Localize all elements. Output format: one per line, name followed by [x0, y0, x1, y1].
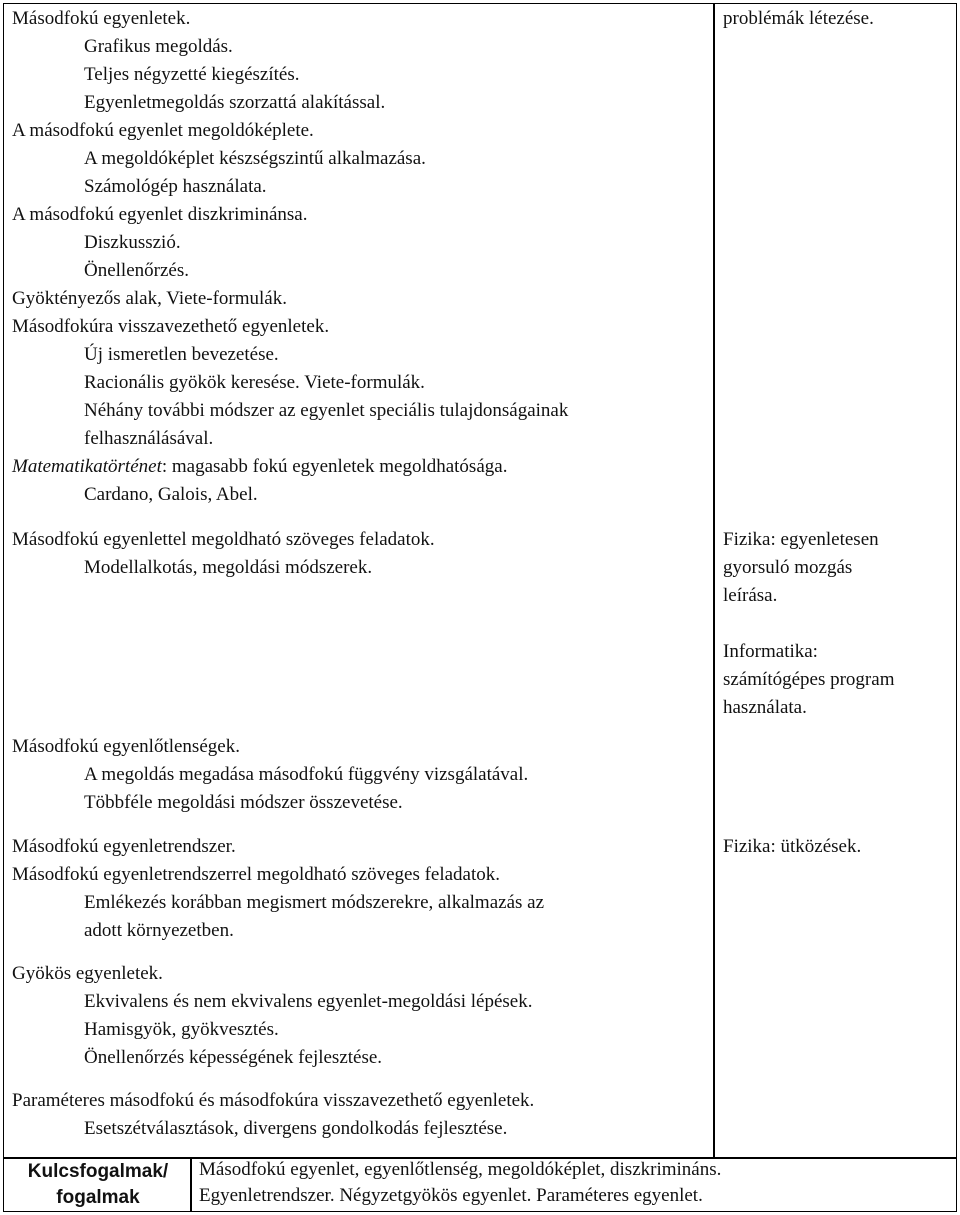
topic-line: Önellenőrzés képességének fejlesztése. [84, 1047, 383, 1068]
keywords-line: Egyenletrendszer. Négyzetgyökös egyenlet. Paraméteres egyenlet. [199, 1185, 703, 1206]
column-divider [713, 3, 715, 1158]
history-text: : magasabb fokú egyenletek megoldhatósága. [161, 456, 508, 477]
topic-line: Cardano, Galois, Abel. [84, 484, 258, 505]
topic-line: Teljes négyzetté kiegészítés. [84, 64, 300, 85]
topic-line: felhasználásával. [84, 428, 214, 449]
topic-line: Másodfokú egyenletrendszer. [12, 836, 236, 857]
crossref-line: Fizika: ütközések. [723, 836, 862, 857]
topic-line: Önellenőrzés. [84, 260, 189, 281]
crossref-line: problémák létezése. [723, 8, 874, 29]
topic-line: Egyenletmegoldás szorzattá alakítással. [84, 92, 386, 113]
topic-line: Diszkusszió. [84, 232, 181, 253]
topic-line: Esetszétválasztások, divergens gondolkodás fejlesztése. [84, 1118, 508, 1139]
history-label: Matematikatörténet [12, 456, 162, 477]
topic-line: Gyöktényezős alak, Viete-formulák. [12, 288, 287, 309]
topic-line: Racionális gyökök keresése. Viete-formulák. [84, 372, 425, 393]
topic-line: Paraméteres másodfokú és másodfokúra visszavezethető egyenletek. [12, 1090, 535, 1111]
crossref-line: Fizika: egyenletesen [723, 529, 879, 550]
topic-line: Másodfokú egyenlettel megoldható szöveges feladatok. [12, 529, 435, 550]
topic-line: Emlékezés korábban megismert módszerekre, alkalmazás az [84, 892, 545, 913]
keywords-label: Kulcsfogalmak/ [27, 1161, 169, 1182]
topic-line: A megoldás megadása másodfokú függvény vizsgálatával. [84, 764, 529, 785]
topic-line: Gyökös egyenletek. [12, 963, 163, 984]
topic-line: Grafikus megoldás. [84, 36, 233, 57]
topic-line: Másodfokú egyenletrendszerrel megoldható szöveges feladatok. [12, 864, 501, 885]
topic-line: Másodfokúra visszavezethető egyenletek. [12, 316, 330, 337]
topic-line: Számológép használata. [84, 176, 267, 197]
keywords-label: fogalmak [56, 1187, 140, 1208]
topic-line: Ekvivalens és nem ekvivalens egyenlet-megoldási lépések. [84, 991, 533, 1012]
footer-column-divider [190, 1157, 192, 1212]
topic-line: Hamisgyök, gyökvesztés. [84, 1019, 279, 1040]
crossref-line: számítógépes program [723, 669, 895, 690]
topic-line: A megoldóképlet készségszintű alkalmazása. [84, 148, 426, 169]
topic-line: Új ismeretlen bevezetése. [84, 344, 279, 365]
topic-line: Modellalkotás, megoldási módszerek. [84, 557, 373, 578]
keywords-line: Másodfokú egyenlet, egyenlőtlenség, megoldóképlet, diszkrimináns. [199, 1159, 722, 1180]
crossref-line: leírása. [723, 585, 778, 606]
topic-line: A másodfokú egyenlet megoldóképlete. [12, 120, 314, 141]
crossref-line: használata. [723, 697, 807, 718]
crossref-line: gyorsuló mozgás [723, 557, 853, 578]
crossref-line: Informatika: [723, 641, 818, 662]
topic-line: adott környezetben. [84, 920, 234, 941]
topic-line: Másodfokú egyenletek. [12, 8, 191, 29]
topic-line: A másodfokú egyenlet diszkriminánsa. [12, 204, 308, 225]
topic-line: Néhány további módszer az egyenlet speciális tulajdonságainak [84, 400, 569, 421]
topic-line: Másodfokú egyenlőtlenségek. [12, 736, 240, 757]
topic-line [12, 455, 507, 479]
topic-line: Többféle megoldási módszer összevetése. [84, 792, 403, 813]
